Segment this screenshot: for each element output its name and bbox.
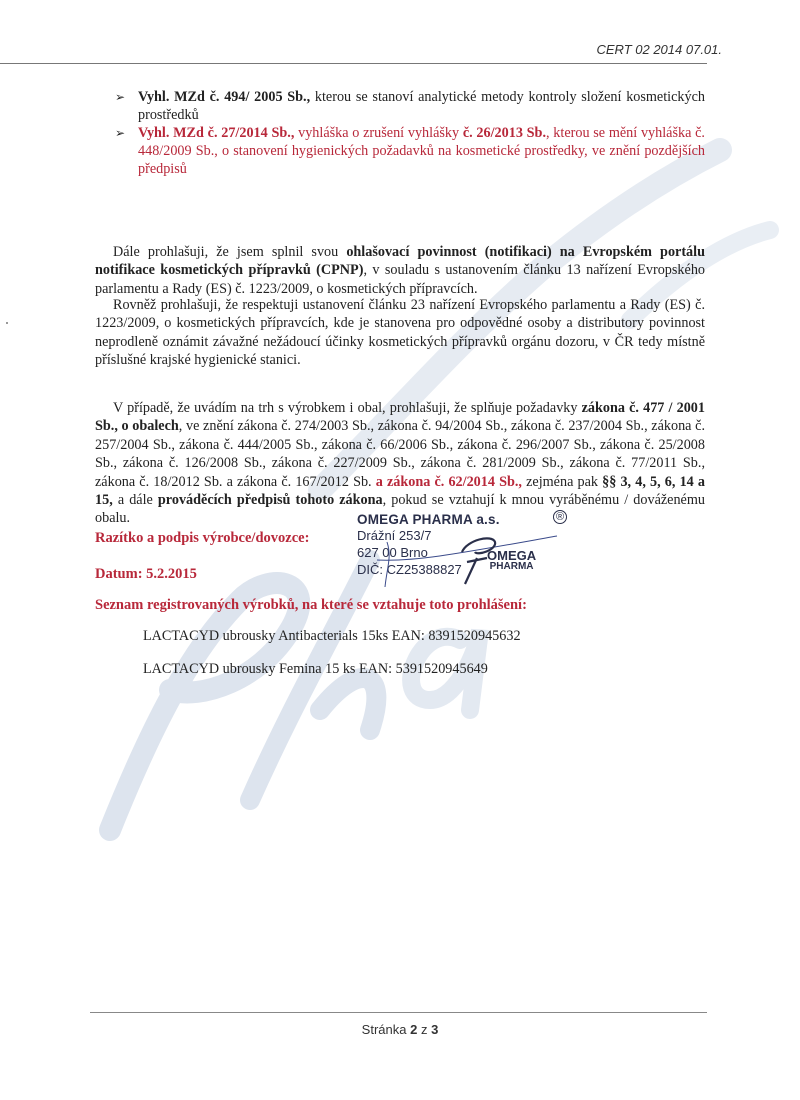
arrow-bullet-icon: ➢: [115, 126, 126, 140]
arrow-bullet-icon: ➢: [115, 90, 126, 104]
paragraph-bold: ohlašovací povinnost (notifikaci) na Evropském portálu notifikace kosmetických přípravků (CPNP): [95, 244, 705, 279]
product-item: LACTACYD ubrousky Femina 15 ks EAN: 5391520945649: [143, 661, 488, 677]
paragraph-text: , ve znění zákona č. 274/2003 Sb., zákona č. 94/2004 Sb., zákona č. 237/2004 Sb., zákona č. 257/2004 Sb., zákona č. 444/2005 Sb., zákona č. 66/2006 Sb., zákona č. 296/2007 Sb., zákona č. 25/2008 Sb., zákona č. 126/2008 Sb., zákona č. 227/2009 Sb., zákona č. 281/2009 Sb., zákona č. 77/2011 Sb., zákona č. 18/2012 Sb. a zákona č. 167/2012 Sb.: [95, 418, 705, 490]
regulations-list: [115, 88, 705, 178]
paragraph-bold: zákona č. 477 / 2001 Sb., o obalech: [95, 400, 705, 435]
signature-scribble: [357, 512, 587, 592]
regulation-item-highlighted: [115, 124, 705, 178]
document-code: CERT 02 2014 07.01.: [596, 42, 722, 57]
scan-artifact: [6, 322, 8, 324]
paragraph-bold: prováděcích předpisů tohoto zákona: [157, 492, 383, 509]
omega-pharma-logo: [487, 550, 536, 572]
watermark-stroke-p: [110, 583, 299, 830]
of-word: z: [420, 1022, 428, 1037]
paragraph-text: V případě, že uvádím na trh s výrobkem i obal, prohlašuji, že splňuje požadavky: [113, 400, 582, 416]
company-stamp: [357, 512, 587, 578]
registered-trademark-icon: ®: [553, 510, 567, 524]
date-label: Datum: 5.2.2015: [95, 566, 197, 582]
regulation-item: [115, 88, 705, 124]
regulation-ref-repealed: č. 26/2013 Sb.: [462, 125, 546, 141]
paragraph-text: , v souladu s ustanovením článku 13 nařízení Evropského parlamentu a Rady (ES) č. 1223/2009, o kosmetických přípravcích.: [95, 262, 706, 297]
stamp-street: Drážní 253/7: [357, 528, 432, 543]
paragraph-text: Rovněž prohlašuji, že respektuji ustanovení článku 23 nařízení Evropského parlamentu a Rady (ES) č. 1223/2009, o kosmetických přípravcích, kde je stanovena pro odpovědné osoby a distributory povinnost neprodleně oznámit závažné nežádoucí účinky kosmetických přípravků orgánu dozoru, v ČR tedy místně příslušné krajské hygienické stanici.: [95, 297, 705, 369]
stamp-company-name: OMEGA PHARMA a.s.: [357, 512, 500, 527]
current-page-number: 2: [410, 1022, 418, 1037]
regulation-text: , kterou se mění vyhláška č. 448/2009 Sb., o stanovení hygienických požadavků na kosmetické prostředky, ve znění pozdějších předpisů: [138, 125, 705, 177]
paragraph-article23: [95, 296, 705, 370]
paragraph-text: , pokud se vztahují k mnou vyráběnému / dováženému obalu.: [95, 492, 705, 527]
header-divider: [0, 63, 707, 64]
paragraph-bold-red: a zákona č. 62/2014 Sb.,: [375, 473, 522, 490]
paragraph-packaging: [95, 399, 705, 528]
paragraph-text: a dále: [112, 492, 158, 509]
regulation-ref: Vyhl. MZd č. 494/ 2005 Sb.,: [138, 89, 311, 105]
stamp-city: 627 00 Brno: [357, 545, 428, 560]
footer-divider: [90, 1012, 707, 1013]
regulation-ref: Vyhl. MZd č. 27/2014 Sb.,: [138, 125, 295, 141]
watermark-stroke-h: [250, 560, 376, 800]
paragraph-text: Dále prohlašuji, že jsem splnil svou: [113, 244, 347, 260]
page-word: Stránka: [361, 1022, 407, 1037]
logo-text-pharma: PHARMA: [489, 561, 534, 572]
page-footer: [0, 1022, 800, 1037]
regulation-text: vyhláška o zrušení vyhlášky: [294, 125, 463, 141]
regulation-text: kterou se stanoví analytické metody kontroly složení kosmetických prostředků: [138, 89, 705, 123]
logo-text-omega: OMEGA: [487, 548, 537, 563]
paragraph-cpnp: [95, 243, 705, 298]
stamp-tax-id: DIČ: CZ25388827: [357, 562, 462, 577]
stamp-signature-label: Razítko a podpis výrobce/dovozce:: [95, 530, 310, 546]
total-pages-number: 3: [431, 1022, 439, 1037]
products-heading: Seznam registrovaných výrobků, na které se vztahuje toto prohlášení:: [95, 597, 527, 613]
paragraph-bold: §§ 3, 4, 5, 6, 14 a 15,: [95, 473, 705, 509]
product-item: LACTACYD ubrousky Antibacterials 15ks EAN: 8391520945632: [143, 628, 521, 644]
paragraph-text: zejména pak: [521, 473, 603, 490]
